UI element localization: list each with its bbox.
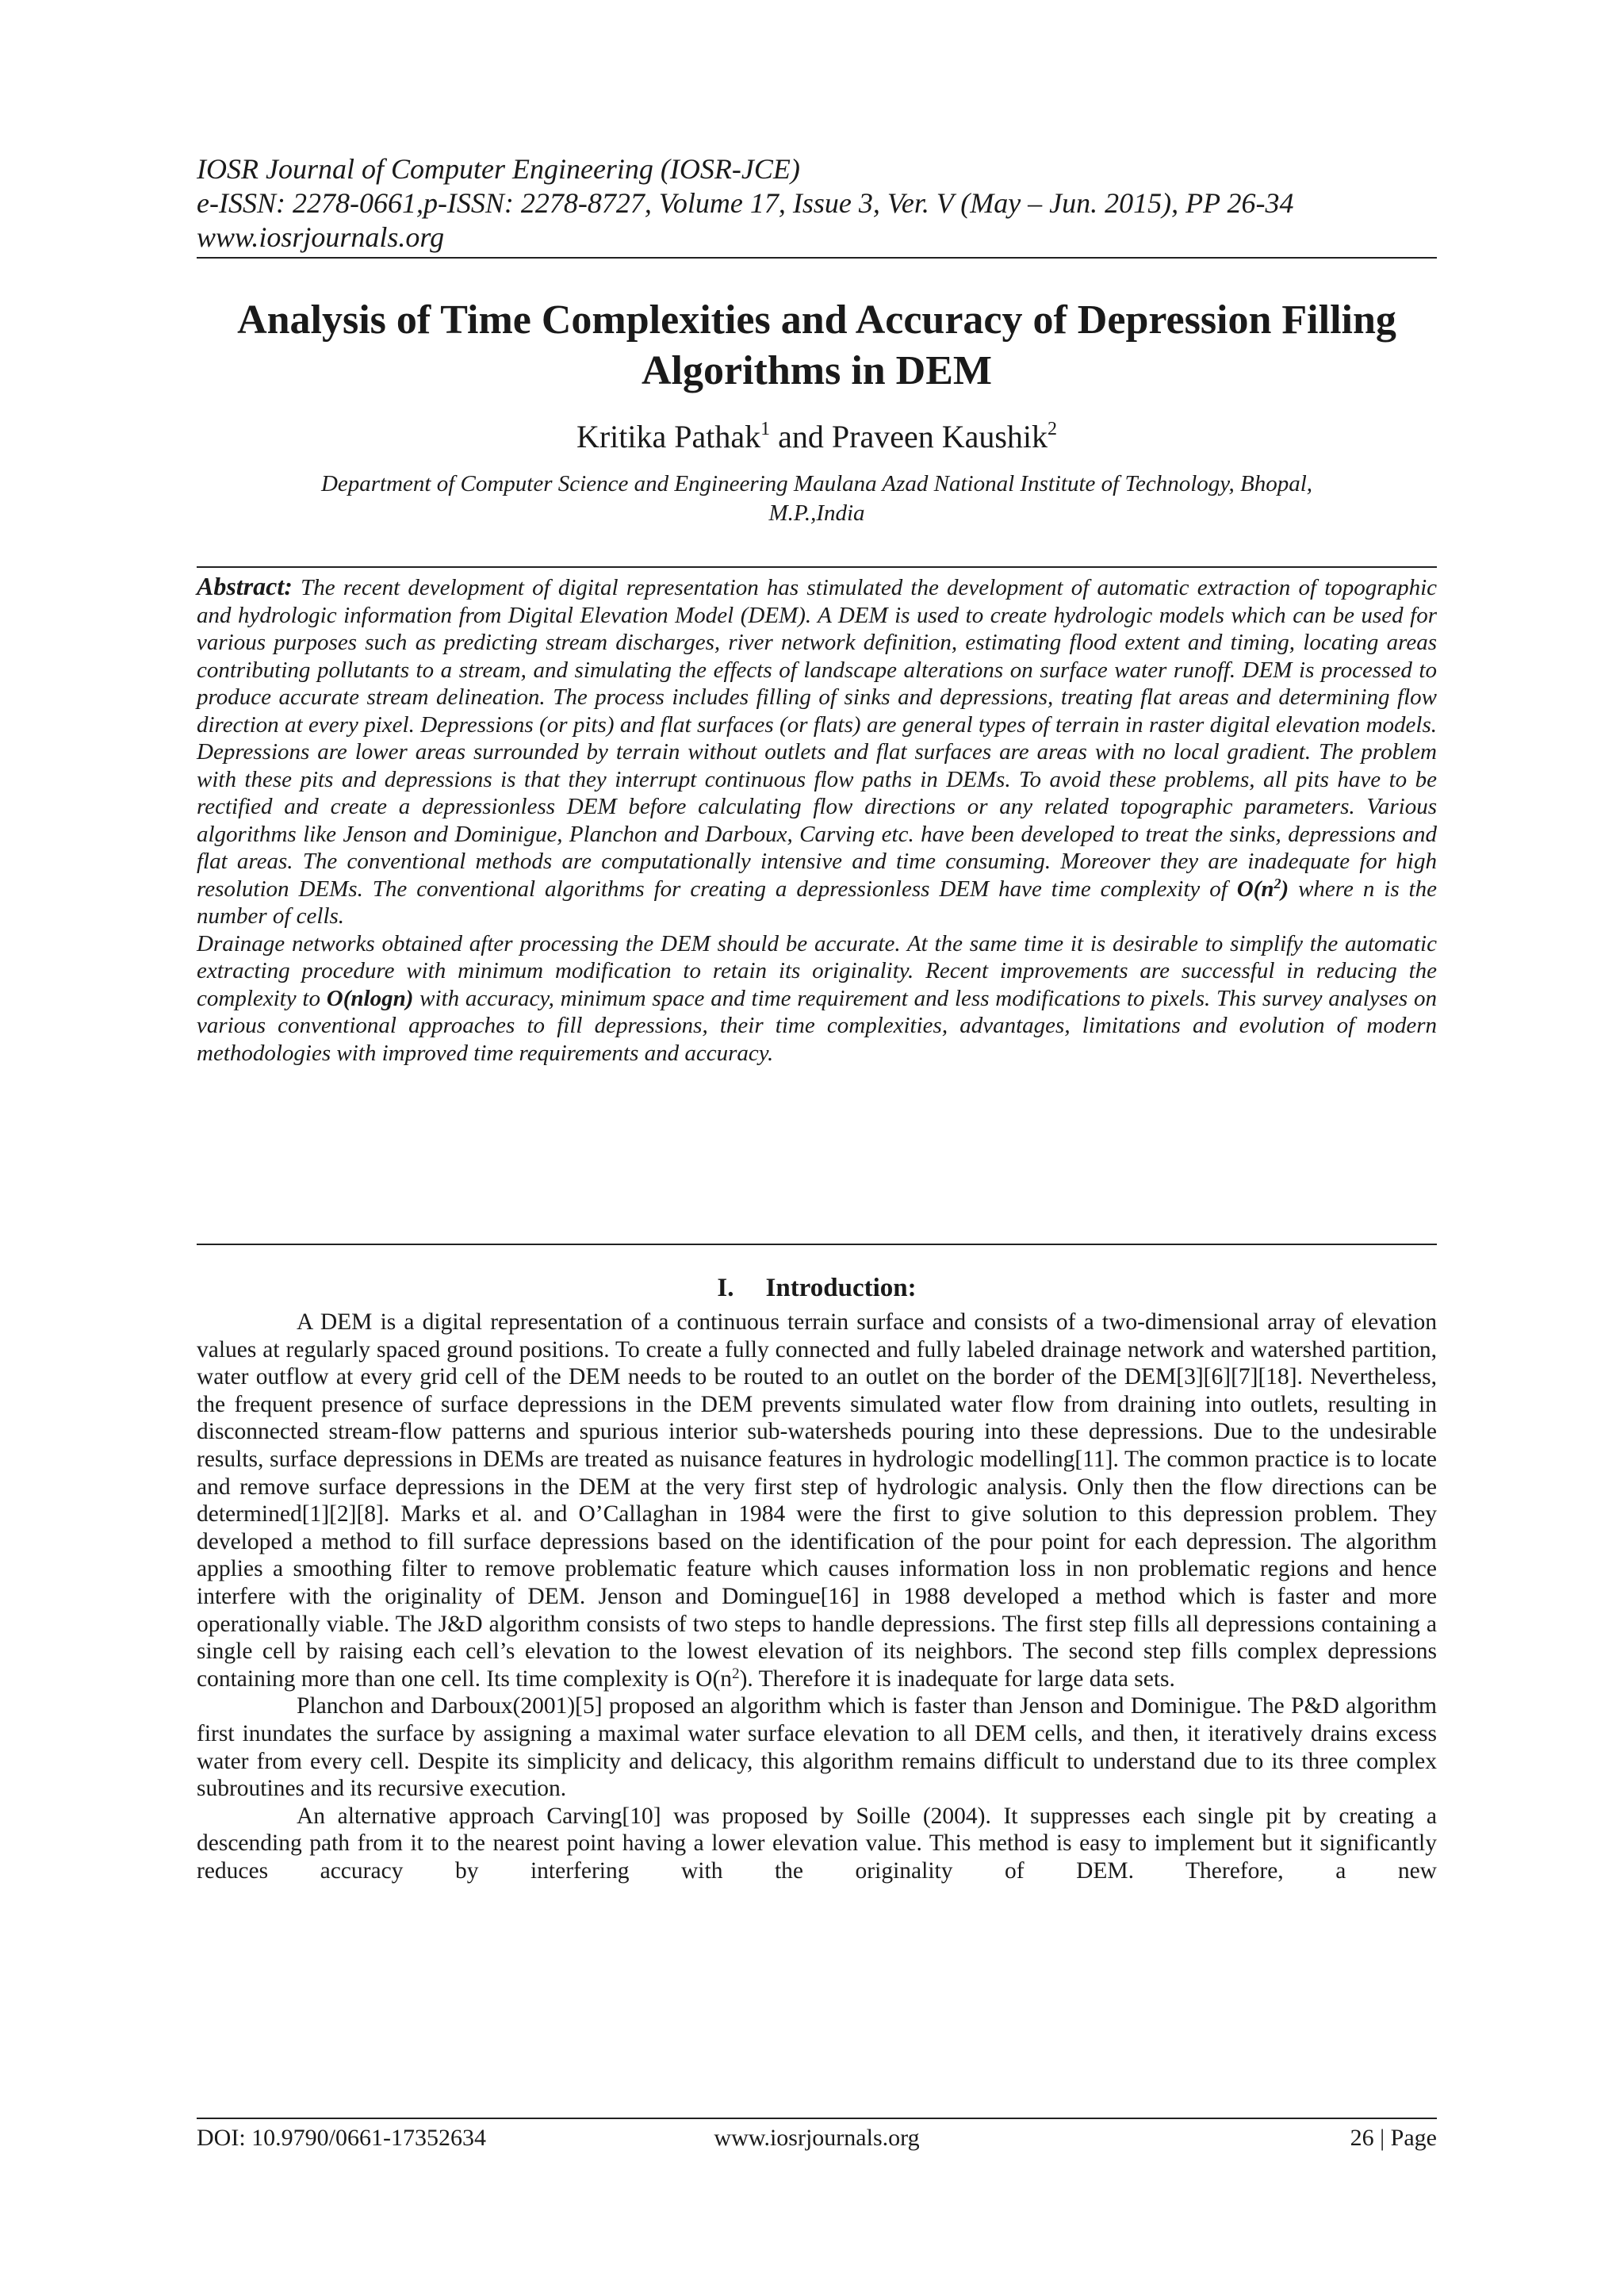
abstract-top-rule (197, 566, 1437, 568)
intro-paragraph-1-end: ). Therefore it is inadequate for large data sets. (739, 1665, 1175, 1692)
introduction-body (197, 1309, 1437, 1884)
abstract-complexity-2: O(nlogn) (326, 985, 414, 1011)
abstract-paragraph-1 (197, 573, 1437, 930)
abstract (197, 573, 1437, 1067)
abstract-paragraph-2 (197, 930, 1437, 1068)
journal-name: IOSR Journal of Computer Engineering (IOSR-JCE) (197, 153, 800, 185)
affiliation-line-1: Department of Computer Science and Engineering Maulana Azad National Institute of Technology, Bhopal, (320, 471, 1313, 496)
abstract-label: Abstract: (197, 572, 293, 600)
intro-paragraph-1 (197, 1309, 1437, 1692)
paper-title-line-2: Algorithms in DEM (642, 348, 992, 393)
author-list (197, 419, 1437, 455)
journal-header (197, 152, 1437, 255)
abstract-complexity-1: O(n (1236, 876, 1274, 902)
abstract-text-2: Drainage networks obtained after processing the DEM should be accurate. At the same time it is desirable to simplify the automatic extracting procedure with minimum modification to retain its originality. Recent improvements are successful in reducing the complexity to (197, 930, 1437, 1011)
author-1-affiliation-mark: 1 (760, 419, 771, 439)
footer-doi[interactable]: DOI: 10.9790/0661-17352634 (197, 2125, 486, 2151)
abstract-complexity-1-exponent: 2 (1274, 875, 1281, 891)
header-rule (197, 257, 1437, 259)
footer-website[interactable]: www.iosrjournals.org (714, 2125, 920, 2151)
affiliation (197, 470, 1437, 528)
author-separator: and (770, 419, 832, 454)
abstract-text-1-end: where n is the number of cells. (197, 876, 1437, 929)
journal-issn-line: e-ISSN: 2278-0661,p-ISSN: 2278-8727, Volume 17, Issue 3, Ver. V (May – Jun. 2015), PP 26-34 (197, 187, 1294, 219)
intro-paragraph-1-text: A DEM is a digital representation of a continuous terrain surface and consists of a two-dimensional array of elevation values at regularly spaced ground positions. To create a fully connected and fully labeled drainage network and watershed partition, water outflow at every grid cell of the DEM needs to be routed to an outlet on the border of the DEM[3][6][7][18]. Nevertheless, the frequent presence of surface depressions in the DEM prevents simulated water flow from draining into outlets, resulting in disconnected stream-flow patterns and spurious interior sub-watersheds pouring into these depressions. Due to the undesirable results, surface depressions in DEMs are treated as nuisance features in hydrologic modelling[11]. The common practice is to locate and remove surface depressions in the DEM at the very first step of hydrologic analysis. Only then the flow directions can be determined[1][2][8]. Marks et al. and O’Callaghan in 1984 were the first to give solution to this depression problem. They developed a method to fill surface depressions based on the identification of the pour point for each depression. The algorithm applies a smoothing filter to remove problematic feature which causes information loss in non problematic regions and hence interfere with the originality of DEM. Jenson and Domingue[16] in 1988 developed a method which is faster and more operationally viable. The J&D algorithm consists of two steps to handle depressions. The first step fills all depressions containing a single cell by raising each cell’s elevation to the lowest elevation of its neighbors. The second step fills complex depressions containing more than one cell. Its time complexity is O(n (197, 1309, 1437, 1692)
footer-page-number: 26 | Page (1350, 2125, 1437, 2151)
section-number: I. (717, 1274, 734, 1302)
footer-rule (197, 2118, 1437, 2119)
abstract-complexity-1-close: ) (1281, 876, 1289, 902)
section-title: Introduction: (765, 1274, 917, 1302)
author-2: Praveen Kaushik (831, 419, 1048, 454)
abstract-text-1: The recent development of digital representation has stimulated the development of automatic extraction of topographic and hydrologic information from Digital Elevation Model (DEM). A DEM is used to create hydrologic models which can be used for various purposes such as predicting stream discharges, river network definition, estimating flood extent and timing, locating areas contributing pollutants to a stream, and simulating the effects of landscape alterations on surface water runoff. DEM is processed to produce accurate stream delineation. The process includes filling of sinks and depressions, treating flat areas and determining flow direction at every pixel. Depressions (or pits) and flat surfaces (or flats) are general types of terrain in raster digital elevation models. Depressions are lower areas surrounded by terrain without outlets and flat surfaces are areas with no local gradient. The problem with these pits and depressions is that they interrupt continuous flow paths in DEMs. To avoid these problems, all pits have to be rectified and create a depressionless DEM before calculating flow directions or any related topographic parameters. Various algorithms like Jenson and Dominigue, Planchon and Darboux, Carving etc. have been developed to treat the sinks, depressions and flat areas. The conventional methods are computationally intensive and time consuming. Moreover they are inadequate for high resolution DEMs. The conventional algorithms for creating a depressionless DEM have time complexity of (197, 575, 1437, 902)
author-2-affiliation-mark: 2 (1048, 419, 1058, 439)
abstract-bottom-rule (197, 1244, 1437, 1245)
affiliation-line-2: M.P.,India (768, 500, 865, 526)
journal-website[interactable]: www.iosrjournals.org (197, 221, 445, 253)
paper-title (197, 295, 1437, 397)
intro-paragraph-3: An alternative approach Carving[10] was proposed by Soille (2004). It suppresses each single pit by creating a descending path from it to the nearest point having a lower elevation value. This method is easy to implement but it significantly reduces accuracy by interfering with the originality of DEM. Therefore, a new (197, 1803, 1437, 1884)
section-heading-introduction (197, 1272, 1437, 1304)
paper-title-line-1: Analysis of Time Complexities and Accuracy of Depression Filling (237, 297, 1396, 343)
abstract-text-2-end: with accuracy, minimum space and time requirement and less modifications to pixels. This survey analyses on various conventional approaches to fill depressions, their time complexities, advantages, limitations and evolution of modern methodologies with improved time requirements and accuracy. (197, 985, 1437, 1066)
intro-paragraph-1-exponent: 2 (732, 1665, 740, 1682)
author-1: Kritika Pathak (576, 419, 761, 454)
intro-paragraph-2: Planchon and Darboux(2001)[5] proposed an algorithm which is faster than Jenson and Dominigue. The P&D algorithm first inundates the surface by assigning a maximal water surface elevation to all DEM cells, and then, it iteratively drains excess water from every cell. Despite its simplicity and delicacy, this algorithm remains difficult to understand due to its three complex subroutines and its recursive execution. (197, 1693, 1437, 1802)
